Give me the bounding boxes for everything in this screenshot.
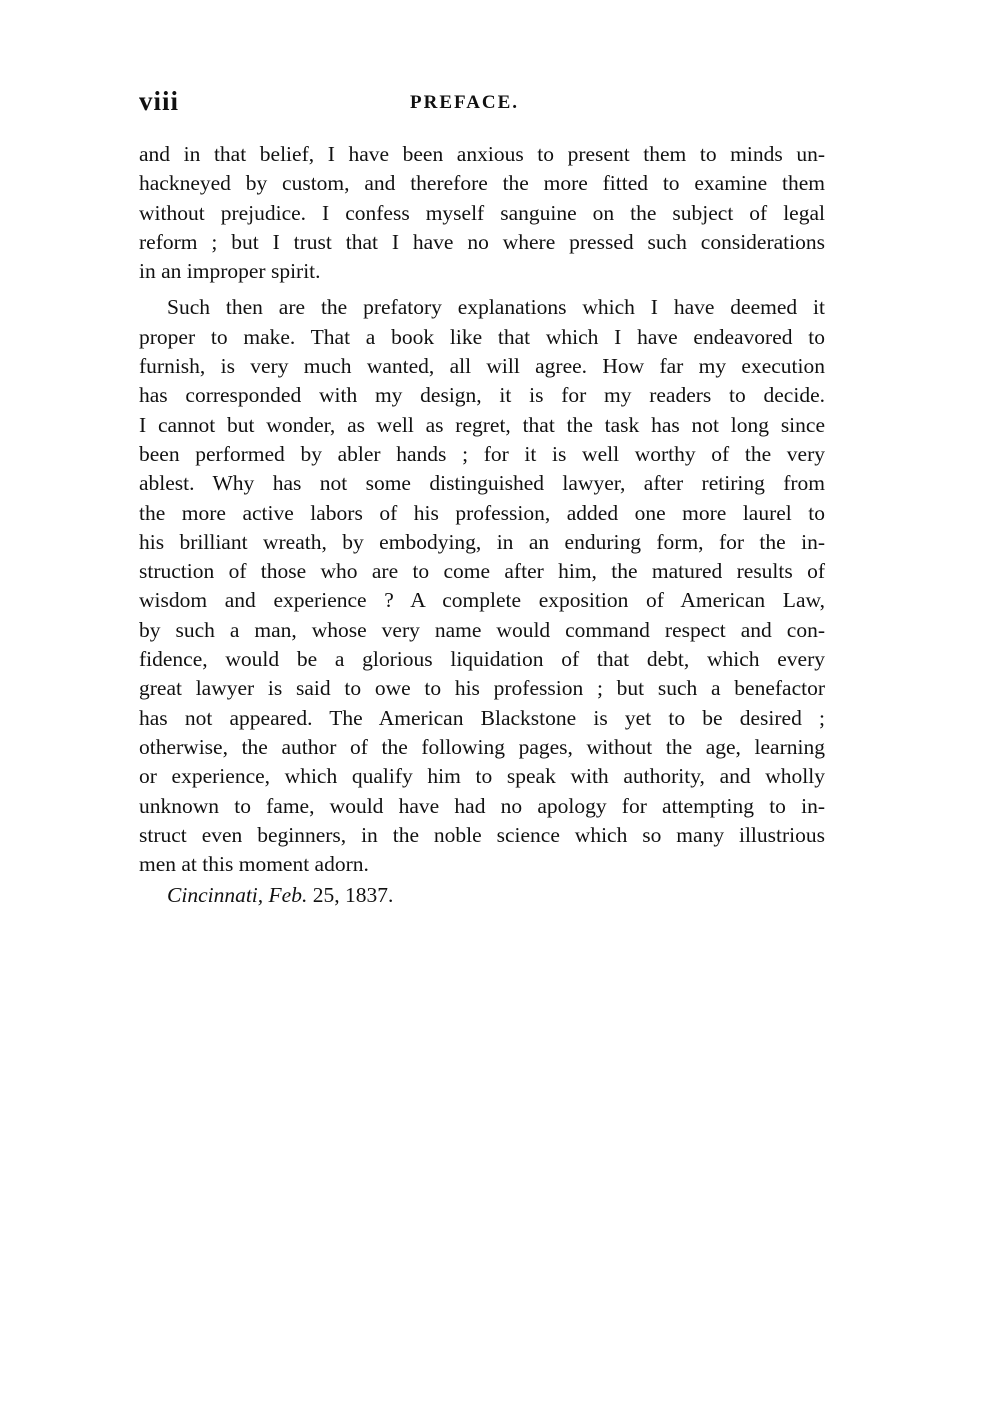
- text-line: I cannot but wonder, as well as regret, that the task has not long since: [139, 412, 825, 437]
- text-line: the more active labors of his profession, added one more laurel to: [139, 500, 825, 525]
- text-line: by such a man, whose very name would command respect and con-: [139, 617, 825, 642]
- text-line: struct even beginners, in the noble science which so many illustrious: [139, 822, 825, 847]
- dateline: [139, 879, 825, 911]
- text-line: and in that belief, I have been anxious to present them to minds un-: [139, 142, 825, 166]
- text-line: hackneyed by custom, and therefore the more fitted to examine them: [139, 171, 825, 196]
- paragraph-1: [139, 140, 825, 286]
- text-line: fidence, would be a glorious liquidation of that debt, which every: [139, 647, 825, 672]
- text-line: great lawyer is said to owe to his profession ; but such a benefactor: [139, 676, 825, 701]
- paragraph-2: [139, 293, 825, 879]
- text-line: ablest. Why has not some distinguished lawyer, after retiring from: [139, 471, 825, 496]
- text-line: furnish, is very much wanted, all will agree. How far my execution: [139, 354, 825, 379]
- paragraph-gap: [139, 286, 825, 293]
- text-line: without prejudice. I confess myself sanguine on the subject of legal: [139, 200, 825, 225]
- text-line: men at this moment adorn.: [139, 852, 369, 877]
- dateline-date: 25, 1837.: [312, 883, 394, 908]
- page-number: viii: [139, 86, 180, 116]
- text-line: reform ; but I trust that I have no where pressed such considerations: [139, 229, 825, 254]
- text-line: unknown to fame, would have had no apology for attempting to in-: [139, 793, 825, 818]
- text-line: struction of those who are to come after him, the matured results of: [139, 559, 825, 584]
- preface-body: [139, 140, 825, 911]
- dateline-month: Feb.: [268, 883, 308, 908]
- running-head: PREFACE.: [410, 92, 520, 113]
- text-line: Such then are the prefatory explanations which I have deemed it: [167, 295, 825, 320]
- text-line: been performed by abler hands ; for it is well worthy of the very: [139, 441, 825, 466]
- dateline-place: Cincinnati,: [167, 883, 264, 908]
- text-line: his brilliant wreath, by embodying, in an enduring form, for the in-: [139, 529, 825, 554]
- text-line: or experience, which qualify him to speak with authority, and wholly: [139, 764, 825, 789]
- text-line: proper to make. That a book like that which I have endeavored to: [139, 324, 825, 349]
- text-line: wisdom and experience ? A complete exposition of American Law,: [139, 588, 825, 613]
- text-line: has not appeared. The American Blackstone is yet to be desired ;: [139, 705, 825, 730]
- text-line: otherwise, the author of the following pages, without the age, learning: [139, 734, 825, 759]
- text-line: in an improper spirit.: [139, 259, 321, 284]
- text-line: has corresponded with my design, it is for my readers to decide.: [139, 383, 825, 408]
